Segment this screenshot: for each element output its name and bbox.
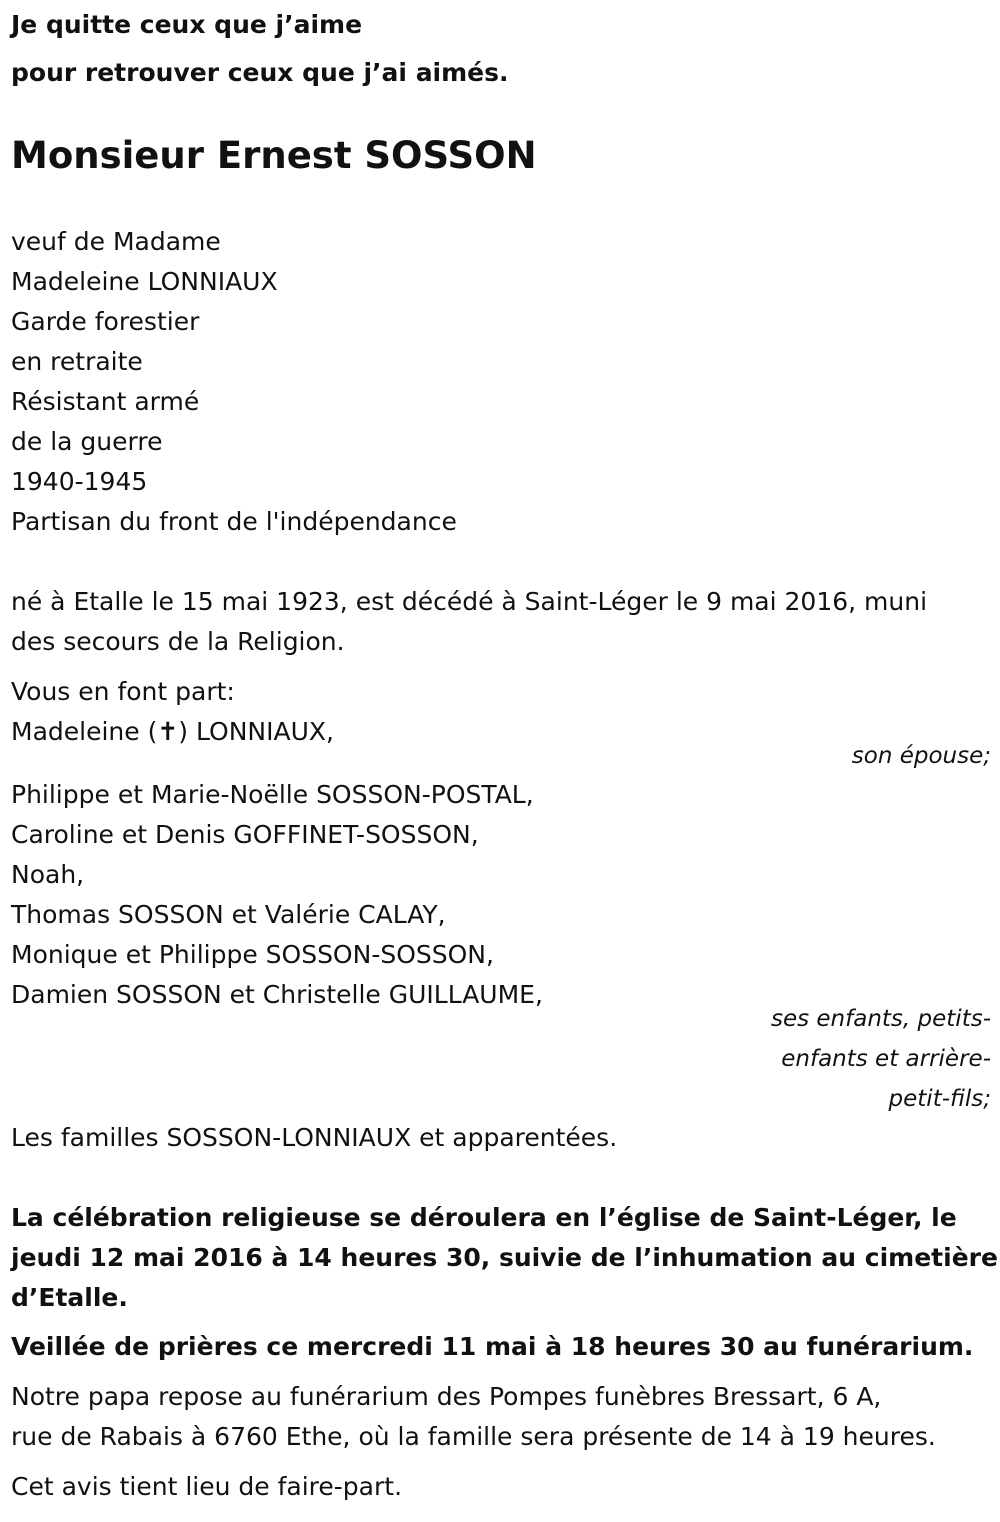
child-line: Thomas SOSSON et Valérie CALAY, — [11, 900, 446, 929]
child-line: Monique et Philippe SOSSON-SOSSON, — [11, 940, 494, 969]
spouse-name: Madeleine (✝) LONNIAUX, — [11, 717, 334, 746]
birth-death-paragraph — [11, 582, 927, 662]
child-line: Philippe et Marie-Noëlle SOSSON-POSTAL, — [11, 780, 534, 809]
detail-line: 1940-1945 — [11, 467, 148, 496]
child-line: Caroline et Denis GOFFINET-SOSSON, — [11, 820, 479, 849]
epigraph-line-2: pour retrouver ceux que j’ai aimés. — [11, 58, 509, 87]
celebration-line: La célébration religieuse se déroulera en l’église de Saint-Léger, le — [11, 1203, 957, 1232]
child-line: Noah, — [11, 860, 85, 889]
announcers-intro: Vous en font part: — [11, 677, 235, 706]
deceased-name: Monsieur Ernest SOSSON — [11, 134, 537, 177]
rest-line: Notre papa repose au funérarium des Pompes funèbres Bressart, 6 A, — [11, 1382, 882, 1411]
detail-line: Garde forestier — [11, 307, 200, 336]
rest-paragraph — [11, 1377, 936, 1457]
children-list — [11, 775, 543, 1015]
families-line: Les familles SOSSON-LONNIAUX et apparentées. — [11, 1123, 618, 1152]
children-role — [11, 999, 991, 1119]
epigraph-line-1: Je quitte ceux que j’aime — [11, 10, 363, 39]
spouse-role: son épouse; — [851, 743, 991, 769]
detail-line: Madeleine LONNIAUX — [11, 267, 278, 296]
closing-line: Cet avis tient lieu de faire-part. — [11, 1472, 403, 1501]
children-role-line: ses enfants, petits- — [770, 1006, 991, 1032]
detail-line: de la guerre — [11, 427, 163, 456]
celebration-line: jeudi 12 mai 2016 à 14 heures 30, suivie de l’inhumation au cimetière — [11, 1243, 998, 1272]
birth-death-line: né à Etalle le 15 mai 1923, est décédé à Saint-Léger le 9 mai 2016, muni — [11, 587, 928, 616]
birth-death-line: des secours de la Religion. — [11, 627, 345, 656]
detail-line: Résistant armé — [11, 387, 200, 416]
children-role-line: petit-fils; — [888, 1086, 991, 1112]
detail-line: Partisan du front de l'indépendance — [11, 507, 457, 536]
celebration-paragraph — [11, 1198, 998, 1318]
vigil-line: Veillée de prières ce mercredi 11 mai à 18 heures 30 au funérarium. — [11, 1332, 974, 1361]
detail-line: veuf de Madame — [11, 227, 221, 256]
children-role-line: enfants et arrière- — [781, 1046, 991, 1072]
celebration-line: d’Etalle. — [11, 1283, 128, 1312]
child-line: Damien SOSSON et Christelle GUILLAUME, — [11, 980, 543, 1009]
rest-line: rue de Rabais à 6760 Ethe, où la famille sera présente de 14 à 19 heures. — [11, 1422, 936, 1451]
detail-line: en retraite — [11, 347, 143, 376]
deceased-details — [11, 222, 457, 542]
